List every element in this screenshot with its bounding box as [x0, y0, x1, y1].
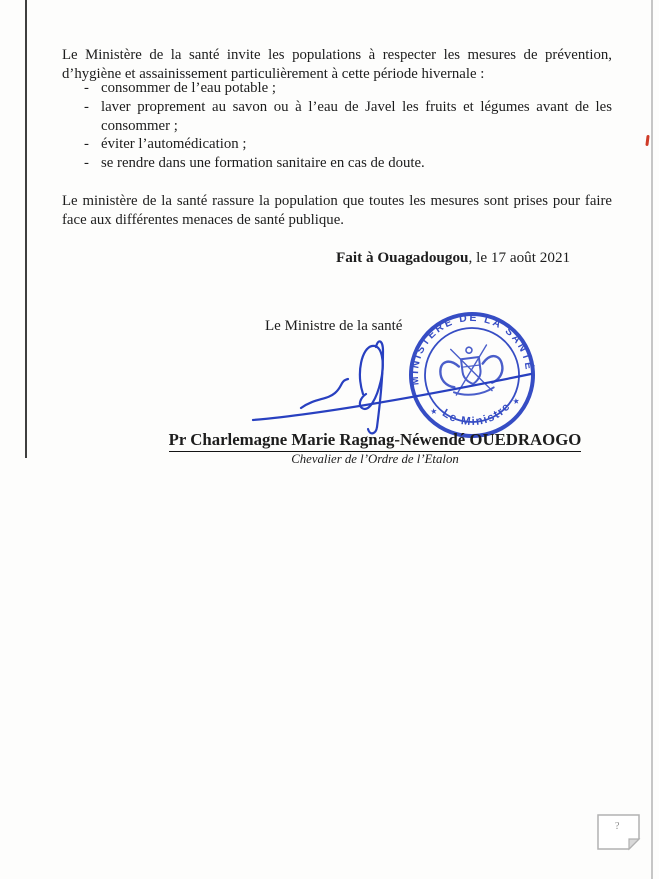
list-item-text: éviter l’automédication ; — [101, 136, 247, 153]
list-item — [84, 135, 612, 154]
list-item-text: consommer de l’eau potable ; — [101, 80, 277, 96]
list-item — [84, 79, 612, 98]
minister-title: Le Ministre de la santé — [265, 318, 403, 334]
intro-paragraph: Le Ministère de la santé invite les populations à respecter les mesures de prévention, d’hygiène et assainissement particulièrement à cette période hivernale : — [62, 46, 612, 82]
dateline-date: , le 17 août 2021 — [468, 249, 571, 266]
dateline-place: Fait à Ouagadougou — [336, 249, 469, 266]
dash-bullet: - — [84, 80, 89, 96]
handwritten-signature — [243, 332, 543, 440]
measures-list — [84, 79, 612, 173]
list-item — [84, 98, 612, 136]
dash-bullet: - — [84, 98, 89, 115]
red-edge-mark — [645, 135, 649, 146]
signatory-honor: Chevalier de l’Ordre de l’Etalon — [291, 452, 459, 466]
stamp-bottom-text: Le Ministre — [439, 400, 514, 429]
signatory-name-text: Pr Charlemagne Marie Ragnag-Néwendé OUEDRAOGO — [169, 430, 582, 452]
closing-paragraph: Le ministère de la santé rassure la population que toutes les mesures sont prises pour faire face aux différentes menaces de santé publique. — [62, 192, 612, 228]
dash-bullet: - — [84, 136, 89, 153]
stamp-arc-text: MINISTERE DE LA SANTÉ — [408, 311, 536, 386]
list-item-text: se rendre dans une formation sanitaire en cas de doute. — [101, 155, 425, 172]
dash-bullet: - — [84, 155, 89, 172]
left-page-fold-line — [25, 0, 27, 458]
stamp-star-right-icon: ★ — [512, 396, 521, 407]
signatory-name — [90, 430, 659, 452]
list-item — [84, 154, 612, 173]
dateline — [336, 249, 570, 267]
note-icon-glyph: ? — [615, 821, 620, 832]
note-annotation-icon[interactable] — [596, 813, 642, 853]
list-item-text: laver proprement au savon ou à l’eau de Javel les fruits et légumes avant de les consommer ; — [101, 98, 612, 134]
stamp-star-left-icon: ★ — [429, 406, 438, 417]
